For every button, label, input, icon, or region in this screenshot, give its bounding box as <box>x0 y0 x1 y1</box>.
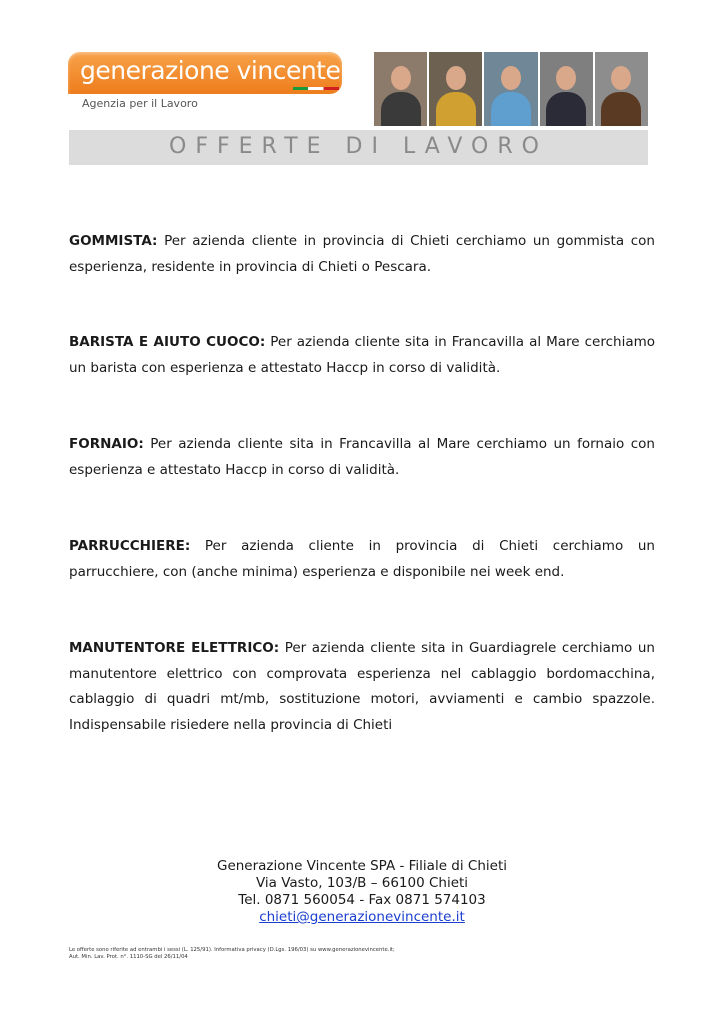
person-head <box>446 66 466 90</box>
legal-note-line: Le offerte sono riferite ad entrambi i sessi (L. 125/91). Informativa privacy (D.Lgs. 196/03) su www.generazionevincente.it; <box>69 947 395 953</box>
contact-footer <box>0 858 724 926</box>
footer-address: Via Vasto, 103/B – 66100 Chieti <box>255 875 469 891</box>
footer-company: Generazione Vincente SPA - Filiale di Chieti <box>216 858 507 874</box>
legal-note-line: Aut. Min. Lav. Prot. n°. 1110-SG del 26/11/04 <box>69 954 188 960</box>
legal-notes <box>69 947 395 961</box>
person-torso <box>381 92 421 126</box>
person-torso <box>436 92 476 126</box>
title-banner <box>69 130 648 165</box>
offer-title: GOMMISTA: <box>69 233 158 249</box>
logo-name: generazione vincente <box>80 56 341 85</box>
person-head <box>391 66 411 90</box>
offers-list <box>69 229 655 738</box>
italian-flag-stripe <box>293 87 339 90</box>
offer-parrucchiere <box>69 534 655 585</box>
offer-gommista <box>69 229 655 280</box>
logo-tagline: Agenzia per il Lavoro <box>82 97 198 110</box>
offer-title: MANUTENTORE ELETTRICO: <box>69 640 280 656</box>
businessman-photo <box>540 52 593 126</box>
offer-fornaio <box>69 432 655 483</box>
nurse-photo <box>484 52 537 126</box>
offer-text: Per azienda cliente sita in Francavilla al Mare cerchiamo un fornaio con esperienza e attestato Haccp in corso di validità. <box>69 436 655 478</box>
woman-phone-photo <box>374 52 427 126</box>
offer-text: Per azienda cliente in provincia di Chieti cerchiamo un parrucchiere, con (anche minima) esperienza e disponibile nei week end. <box>69 538 655 580</box>
person-head <box>501 66 521 90</box>
footer-email-link[interactable]: chieti@generazionevincente.it <box>259 909 465 925</box>
offer-title: PARRUCCHIERE: <box>69 538 191 554</box>
offer-text: Per azienda cliente in provincia di Chieti cerchiamo un gommista con esperienza, residente in provincia di Chieti o Pescara. <box>69 233 655 275</box>
footer-phone: Tel. 0871 560054 - Fax 0871 574103 <box>238 892 486 908</box>
offer-barista <box>69 330 655 381</box>
offer-title: FORNAIO: <box>69 436 144 452</box>
offer-text: Per azienda cliente sita in Francavilla al Mare cerchiamo un barista con esperienza e attestato Haccp in corso di validità. <box>69 334 655 376</box>
offer-text: Per azienda cliente sita in Guardiagrele cerchiamo un manutentore elettrico con comprovata esperienza nel cablaggio bordomacchina, cablaggio di quadri mt/mb, sostituzione motori, avviamenti e cambio spazzole. Indispensabile risiedere nella provincia di Chieti <box>69 640 655 733</box>
person-head <box>556 66 576 90</box>
worker-helmet-photo <box>429 52 482 126</box>
courier-photo <box>595 52 648 126</box>
header-photo-strip <box>374 52 648 126</box>
page-title: OFFERTE DI LAVORO <box>169 134 548 159</box>
company-logo <box>68 52 342 112</box>
person-torso <box>546 92 586 126</box>
person-head <box>611 66 631 90</box>
offer-manutentore <box>69 636 655 738</box>
person-torso <box>491 92 531 126</box>
person-torso <box>601 92 641 126</box>
offer-title: BARISTA E AIUTO CUOCO: <box>69 334 266 350</box>
